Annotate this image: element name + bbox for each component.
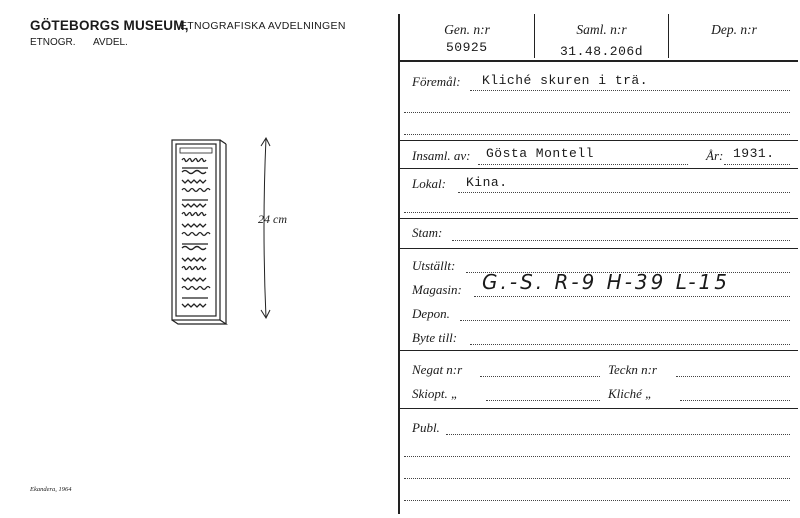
publ-label: Publ. bbox=[412, 420, 440, 435]
depon-line bbox=[460, 320, 790, 321]
teckn-line bbox=[676, 376, 790, 377]
kliche-line bbox=[680, 400, 790, 401]
foremal-label: Föremål: bbox=[412, 74, 461, 89]
publ-line-3 bbox=[404, 478, 790, 479]
ar-line bbox=[724, 164, 790, 165]
publ-line-4 bbox=[404, 500, 790, 501]
gen-label: Gen. n:r bbox=[444, 22, 490, 37]
lokal-line bbox=[458, 192, 790, 193]
magasin-line bbox=[474, 296, 790, 297]
kliche-label: Kliché „ bbox=[608, 386, 653, 401]
ar-value: 1931. bbox=[733, 146, 775, 161]
rule-5 bbox=[398, 350, 798, 351]
lokal-value: Kina. bbox=[466, 175, 508, 190]
publ-line-2 bbox=[404, 456, 790, 457]
magasin-label: Magasin: bbox=[412, 282, 462, 297]
magasin-value: G.-S. R-9 H-39 L-15 bbox=[482, 270, 730, 294]
rule-6 bbox=[398, 408, 798, 409]
museum-title: GÖTEBORGS MUSEUM, bbox=[30, 18, 189, 33]
stam-line bbox=[452, 240, 790, 241]
saml-value: 31.48.206d bbox=[560, 44, 644, 59]
dep-label: Dep. n:r bbox=[711, 22, 757, 37]
depon-label: Depon. bbox=[412, 306, 450, 321]
insaml-line bbox=[478, 164, 688, 165]
printer-mark: Ekandera, 1964 bbox=[30, 486, 72, 493]
stam-label: Stam: bbox=[412, 225, 443, 240]
rule-4 bbox=[398, 248, 798, 249]
skiopt-label: Skiopt. „ bbox=[412, 386, 459, 401]
dimension-arrow bbox=[261, 138, 270, 318]
avdel-label: AVDEL. bbox=[93, 37, 128, 48]
negat-label: Negat n:r bbox=[412, 362, 463, 377]
publ-line-1 bbox=[446, 434, 790, 435]
insaml-value: Gösta Montell bbox=[486, 146, 594, 161]
teckn-label: Teckn n:r bbox=[608, 362, 657, 377]
foremal-line-3 bbox=[404, 134, 790, 135]
gen-value: 50925 bbox=[446, 40, 488, 55]
foremal-line-2 bbox=[404, 112, 790, 113]
rule-2 bbox=[398, 168, 798, 169]
byte-line bbox=[470, 344, 790, 345]
rule-1 bbox=[398, 140, 798, 141]
utstallt-label: Utställt: bbox=[412, 258, 456, 273]
foremal-value: Kliché skuren i trä. bbox=[482, 73, 649, 88]
byte-label: Byte till: bbox=[412, 330, 458, 345]
carved-characters bbox=[182, 159, 210, 308]
foremal-line bbox=[470, 90, 790, 91]
insaml-label: Insaml. av: bbox=[412, 148, 471, 163]
negat-line bbox=[480, 376, 600, 377]
dimension-label: 24 cm bbox=[258, 212, 287, 226]
lokal-label: Lokal: bbox=[412, 176, 446, 191]
ar-label: År: bbox=[706, 148, 724, 163]
rule-3 bbox=[398, 218, 798, 219]
card-left-border bbox=[398, 14, 400, 514]
object-sketch bbox=[160, 128, 285, 328]
etnogr-label: ETNOGR. bbox=[30, 37, 76, 48]
header-bottom-rule bbox=[398, 60, 798, 62]
saml-label: Saml. n:r bbox=[576, 22, 627, 37]
lokal-line-2 bbox=[404, 212, 790, 213]
department-title: ETNOGRAFISKA AVDELNINGEN bbox=[180, 20, 346, 32]
skiopt-line bbox=[486, 400, 600, 401]
